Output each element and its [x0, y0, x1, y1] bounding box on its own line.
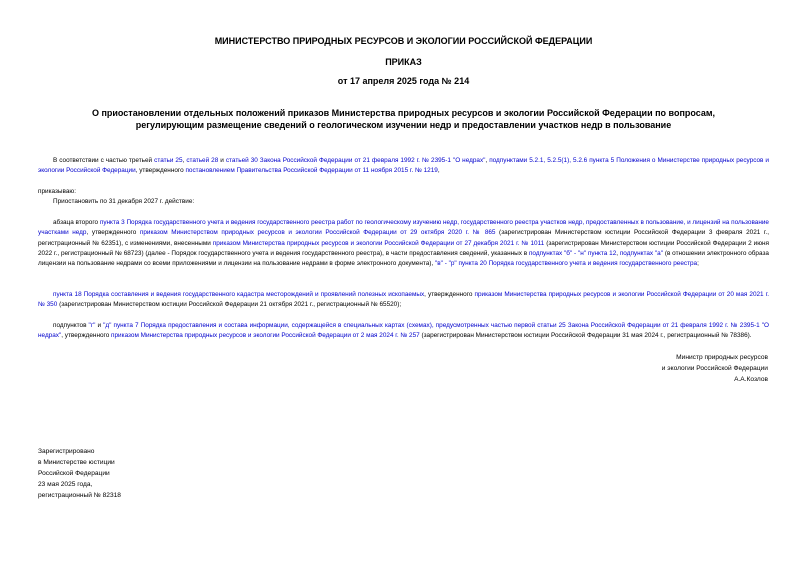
item-text: , утвержденного: [61, 332, 112, 340]
item-text: (зарегистрирован Министерством юстиции Российской Федерации 2 июня 2022 г., регистрационный № 68723) (далее - Порядок государственного учета и ведения государственного реестра), в части предоставления сведений, указанных в: [38, 239, 770, 257]
registration-block: [38, 446, 198, 501]
registration-number: регистрационный № 82318: [38, 492, 121, 499]
link-subpoints-12[interactable]: подпунктах "б" - "н" пункта 12: [528, 249, 617, 257]
link-point-20[interactable]: "в" - "р" пункта 20 Порядка государственного учета и ведения государственного реестра: [434, 260, 698, 268]
link-order-865[interactable]: приказом Министерством природных ресурсов и экологии Российской Федерации от 29 октября 2020 г. № 865: [139, 229, 496, 237]
doc-type-heading: ПРИКАЗ: [385, 57, 422, 67]
item-text: ;: [697, 260, 699, 268]
preamble-paragraph: [38, 156, 769, 177]
signature-line: и экологии Российской Федерации: [661, 365, 768, 372]
preamble-text: и: [218, 157, 226, 164]
item-text: , утвержденного: [424, 291, 475, 298]
link-point-18[interactable]: пункта 18 Порядка составления и ведения государственного кадастра месторождений и проявлений полезных ископаемых: [53, 291, 425, 298]
link-item1-point3[interactable]: пункта 3 Порядка государственного учета и ведения государственного реестра работ по геологическому изучению недр, государственного реестра участков недр, предоставленных в пользование, и лицензий на пользование участками недр: [38, 219, 769, 237]
signatory-name: А.А.Козлов: [734, 376, 768, 383]
preamble-text: В соответствии с частью третьей: [53, 157, 155, 164]
preamble-text: ,: [182, 157, 187, 164]
signature-line: Министр природных ресурсов: [676, 354, 768, 361]
order-word: приказываю:: [38, 188, 76, 195]
link-article-25[interactable]: статьи 25: [154, 157, 183, 164]
link-subpoint-d[interactable]: "д" пункта 7 Порядка предоставления и состава информации, содержащейся в специальных картах (схемах), предусмотренных частью первой статьи 25 Закона Российской Федерации от 21 февраля 1992 г. № 2395-1 "О недрах": [38, 322, 769, 340]
link-order-257[interactable]: приказом Министерства природных ресурсов и экологии Российской Федерации от 2 мая 2024 г. № 257: [111, 332, 420, 340]
item-text: абзаца второго: [53, 219, 100, 226]
item-text: , утвержденного: [86, 229, 140, 237]
registration-date: 23 мая 2025 года,: [38, 481, 93, 488]
registration-line: Зарегистрировано: [38, 448, 95, 455]
ministry-heading: МИНИСТЕРСТВО ПРИРОДНЫХ РЕСУРСОВ И ЭКОЛОГИИ РОССИЙСКОЙ ФЕДЕРАЦИИ: [214, 36, 593, 46]
signature-block: [608, 352, 768, 385]
link-regulation-points[interactable]: подпунктами 5.2.1, 5.2.5(1), 5.2.6 пункта 5 Положения о Министерстве природных ресурсов и экологии Российской Федерации: [38, 157, 769, 175]
link-order-1011[interactable]: приказом Министерства природных ресурсов и экологии Российской Федерации от 27 декабря 2021 г. № 1011: [212, 239, 545, 247]
item-text: (зарегистрирован Министерством юстиции Российской Федерации 21 октября 2021 г., регистрационный № 65520);: [57, 301, 402, 309]
document-title: О приостановлении отдельных положений приказов Министерства природных ресурсов и экологии Российской Федерации по вопросам, регулирующим размещение сведений о геологическом изучении недр и предоставлении участков недр в пользование: [91, 108, 716, 130]
registration-line: Российской Федерации: [38, 470, 110, 477]
preamble-text: ,: [437, 167, 440, 175]
item-text: ,: [616, 249, 620, 257]
item-3-paragraph: [38, 321, 769, 342]
item-text: (зарегистрирован Министерством юстиции Российской Федерации 31 мая 2024 г., регистрационный № 78386).: [419, 332, 752, 340]
suspend-paragraph: Приостановить по 31 декабря 2027 г. действие:: [53, 198, 195, 205]
item-2-paragraph: [38, 290, 769, 311]
link-government-decree[interactable]: постановлением Правительства Российской Федерации от 11 ноября 2015 г. № 1219: [185, 167, 438, 175]
date-number-heading: от 17 апреля 2025 года № 214: [337, 76, 470, 86]
item-text: (в отношении электронного образа лицензии на пользование недрами со всеми приложениями и лицензии на пользование недрами в форме электронного документа),: [38, 249, 769, 268]
link-article-28[interactable]: статьей 28: [186, 157, 219, 164]
item-text: (зарегистрирован Министерством юстиции Российской Федерации 3 февраля 2021 г., регистрационный № 62351), с изменениями, внесенными: [38, 229, 769, 247]
preamble-text: , утвержденного: [135, 167, 186, 175]
link-subpoint-g[interactable]: "г": [88, 322, 96, 329]
item-1-paragraph: [38, 218, 769, 269]
link-subpoints-a[interactable]: подпунктах "а": [619, 249, 664, 257]
link-order-350[interactable]: приказом Министерства природных ресурсов и экологии Российской Федерации от 20 мая 2021 г. № 350: [38, 291, 769, 309]
preamble-text: ,: [485, 157, 490, 164]
registration-line: в Министерстве юстиции: [38, 459, 115, 466]
link-law-nedra[interactable]: статьей 30 Закона Российской Федерации от 21 февраля 1992 г. № 2395-1 "О недрах": [225, 157, 486, 164]
item-text: и: [95, 322, 104, 329]
item-text: подпунктов: [53, 322, 89, 329]
